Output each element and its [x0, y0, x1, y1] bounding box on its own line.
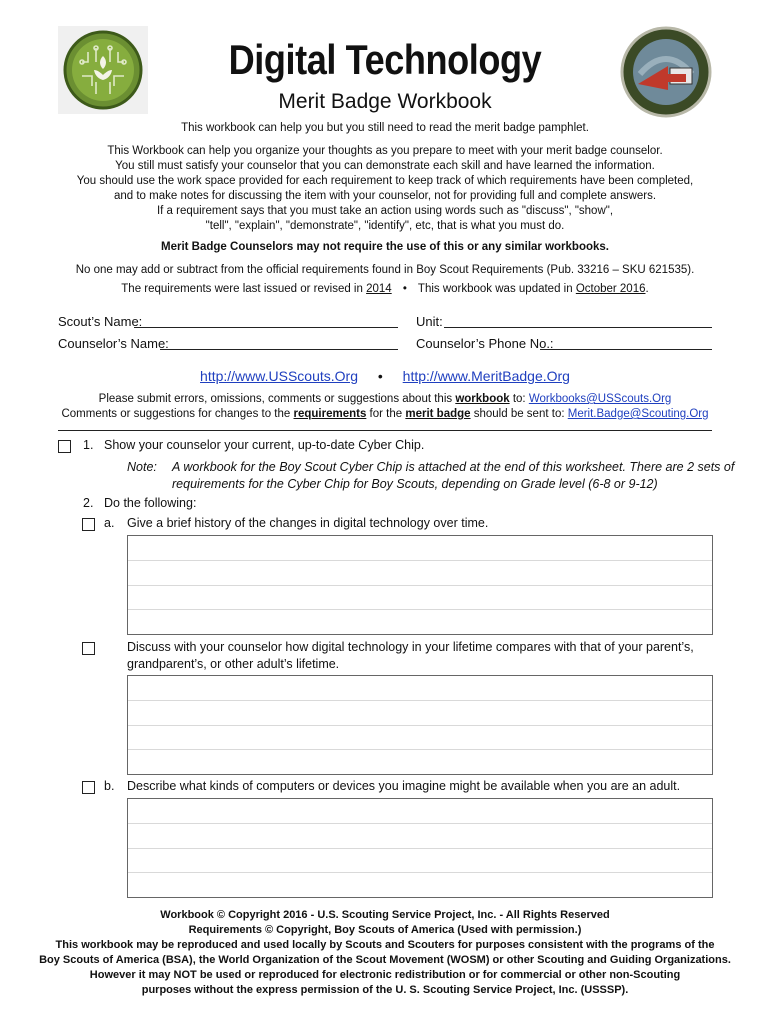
req-1-text: Show your counselor your current, up-to-date Cyber Chip. [104, 438, 425, 452]
unit-label: Unit: [416, 314, 443, 329]
submit-text: should be sent to: [470, 408, 568, 420]
scout-name-input[interactable] [134, 313, 398, 328]
official-requirements-note: No one may add or subtract from the official requirements found in Boy Scout Requirements (Pub. 33216 – SKU 621535). [75, 264, 695, 276]
submit-text: Comments or suggestions for changes to the [61, 408, 294, 420]
website-links [0, 368, 770, 384]
page-title: Digital Technology [228, 36, 542, 83]
workbooks-email-link[interactable]: Workbooks@USScouts.Org [528, 393, 672, 405]
req-2b-answer-box[interactable] [127, 798, 713, 898]
updated-date: October 2016 [575, 283, 646, 295]
footer-usage-line: However it may NOT be used or reproduced for electronic redistribution or for commercial or other non-Scouting [89, 969, 681, 981]
req-2a-letter: a. [104, 516, 115, 530]
footer-usage-line: Boy Scouts of America (BSA), the World Organization of the Scout Movement (WOSM) or other Scouting and Guiding Organizations. [39, 954, 731, 966]
req-2-text: Do the following: [104, 496, 197, 510]
section-divider [58, 430, 712, 431]
footer-usage-line: This workbook may be reproduced and used locally by Scouts and Scouters for purposes consistent with the programs of the [55, 939, 715, 951]
issued-prefix: The requirements were last issued or revised in [121, 283, 367, 295]
submit-text: Please submit errors, omissions, comments or suggestions about this [98, 393, 456, 405]
merit-badge-email-link[interactable]: Merit.Badge@Scouting.Org [567, 408, 709, 420]
req-2a-checkbox[interactable] [82, 518, 95, 531]
intro-line: and to make notes for discussing the item with your counselor, not for providing full and complete answers. [113, 190, 657, 202]
req-2b-letter: b. [104, 779, 115, 793]
meritbadge-link[interactable]: http://www.MeritBadge.Org [402, 368, 570, 384]
submit-workbook-line [0, 392, 770, 407]
req-1-checkbox[interactable] [58, 440, 71, 453]
req-2a-part2-checkbox[interactable] [82, 642, 95, 655]
note-line: requirements for the Cyber Chip for Boy Scouts, depending on Grade level (6-8 or 9-12) [172, 477, 658, 491]
usscouts-link[interactable]: http://www.USScouts.Org [200, 368, 358, 384]
merit-badge-word: merit badge [405, 408, 471, 420]
scout-name-label: Scout’s Name: [58, 314, 143, 329]
pamphlet-note: This workbook can help you but you still need to read the merit badge pamphlet. [181, 122, 589, 134]
counselor-phone-label: Counselor’s Phone No.: [416, 336, 554, 351]
bullet-separator: • [402, 283, 407, 295]
req-2-number: 2. [83, 496, 94, 510]
note-text [172, 459, 734, 493]
footer-requirements-copyright: Requirements © Copyright, Boy Scouts of America (Used with permission.) [188, 924, 582, 936]
req-line: Discuss with your counselor how digital technology in your lifetime compares with that of your parent’s, [127, 640, 694, 654]
req-2a-part2-answer-box[interactable] [127, 675, 713, 775]
intro-paragraph [0, 144, 770, 234]
submit-text: for the [366, 408, 406, 420]
footer [0, 908, 770, 998]
req-2a-part2-text [127, 639, 694, 673]
counselor-warning: Merit Badge Counselors may not require the use of this or any similar workbooks. [161, 241, 609, 253]
footer-usage-line: purposes without the express permission of the U. S. Scouting Service Project, Inc. (USSSP). [141, 984, 629, 996]
link-separator: • [377, 368, 383, 384]
intro-line: If a requirement says that you must take an action using words such as "discuss", "show", [156, 205, 614, 217]
intro-line: You should use the work space provided for each requirement to keep track of which requirements have been completed, [76, 175, 694, 187]
note-label: Note: [127, 460, 157, 474]
intro-line: This Workbook can help you organize your thoughts as you prepare to meet with your merit badge counselor. [107, 145, 663, 157]
req-2a-answer-box[interactable] [127, 535, 713, 635]
page-subtitle: Merit Badge Workbook [278, 90, 492, 113]
submit-text: to: [509, 393, 529, 405]
unit-input[interactable] [444, 313, 712, 328]
workbook-word: workbook [455, 393, 510, 405]
intro-line: "tell", "explain", "demonstrate", "identify", etc, that is what you must do. [205, 220, 565, 232]
counselor-phone-input[interactable] [540, 335, 712, 350]
note-line: A workbook for the Boy Scout Cyber Chip is attached at the end of this worksheet. There are 2 sets of [172, 460, 735, 474]
intro-line: You still must satisfy your counselor that you can demonstrate each skill and have learned the information. [115, 160, 655, 172]
counselor-name-label: Counselor’s Name: [58, 336, 169, 351]
counselor-name-input[interactable] [160, 335, 398, 350]
issued-year: 2014 [366, 283, 392, 295]
req-2b-text: Describe what kinds of computers or devices you imagine might be available when you are an adult. [127, 779, 681, 793]
footer-copyright: Workbook © Copyright 2016 - U.S. Scouting Service Project, Inc. - All Rights Reserved [160, 909, 610, 921]
submit-requirements-line [0, 407, 770, 422]
updated-suffix: . [645, 283, 649, 295]
req-1-number: 1. [83, 438, 94, 452]
revision-line [0, 282, 770, 297]
req-2b-checkbox[interactable] [82, 781, 95, 794]
updated-prefix: This workbook was updated in [417, 283, 576, 295]
requirements-word: requirements [293, 408, 367, 420]
req-line: grandparent’s, or other adult’s lifetime. [127, 657, 340, 671]
req-2a-text: Give a brief history of the changes in digital technology over time. [127, 516, 489, 530]
